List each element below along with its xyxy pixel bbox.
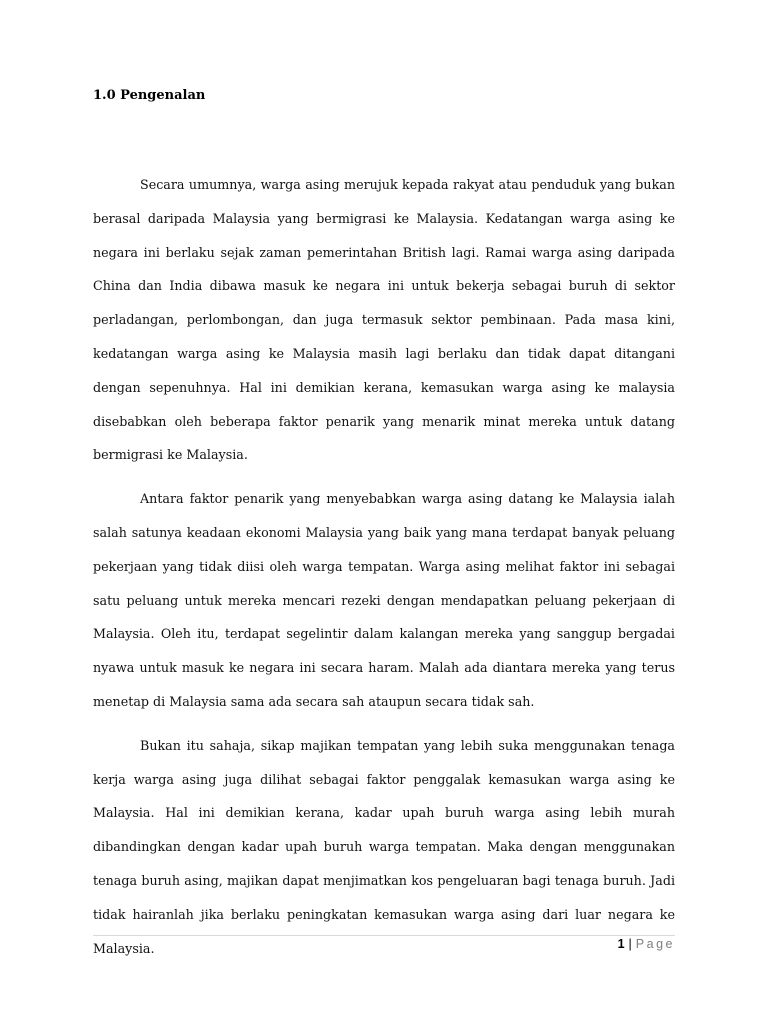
footer-divider — [93, 935, 675, 936]
paragraph-2: Antara faktor penarik yang menyebabkan warga asing datang ke Malaysia ialah salah satunya keadaan ekonomi Malaysia yang baik yang mana terdapat banyak peluang pekerjaan yang tidak diisi oleh warga tempatan. Warga asing melihat faktor ini sebagai satu peluang untuk mereka mencari rezeki dengan mendapatkan peluang pekerjaan di Malaysia. Oleh itu, terdapat segelintir dalam kalangan mereka yang sanggup bergadai nyawa untuk masuk ke negara ini secara haram. Malah ada diantara mereka yang terus menetap di Malaysia sama ada secara sah ataupun secara tidak sah. — [93, 491, 675, 709]
paragraph-1: Secara umumnya, warga asing merujuk kepada rakyat atau penduduk yang bukan berasal daripada Malaysia yang bermigrasi ke Malaysia. Kedatangan warga asing ke negara ini berlaku sejak zaman pemerintahan British lagi. Ramai warga asing daripada China dan India dibawa masuk ke negara ini untuk bekerja sebagai buruh di sektor perladangan, perlombongan, dan juga termasuk sektor pembinaan. Pada masa kini, kedatangan warga asing ke Malaysia masih lagi berlaku dan tidak dapat ditangani dengan sepenuhnya. Hal ini demikian kerana, kemasukan warga asing ke malaysia disebabkan oleh beberapa faktor penarik yang menarik minat mereka untuk datang bermigrasi ke Malaysia. — [93, 177, 675, 463]
footer-separator: | — [628, 937, 632, 951]
body-text — [93, 168, 675, 975]
page-label: Page — [635, 937, 675, 951]
section-heading: 1.0 Pengenalan — [93, 88, 206, 103]
page-footer — [618, 937, 675, 951]
page-number: 1 — [617, 937, 625, 951]
paragraph-3: Bukan itu sahaja, sikap majikan tempatan yang lebih suka menggunakan tenaga kerja warga asing juga dilihat sebagai faktor penggalak kemasukan warga asing ke Malaysia. Hal ini demikian kerana, kadar upah buruh warga asing lebih murah dibandingkan dengan kadar upah buruh warga tempatan. Maka dengan menggunakan tenaga buruh asing, majikan dapat menjimatkan kos pengeluaran bagi tenaga buruh. Jadi tidak hairanlah jika berlaku peningkatan kemasukan warga asing dari luar negara ke Malaysia. — [93, 737, 675, 956]
